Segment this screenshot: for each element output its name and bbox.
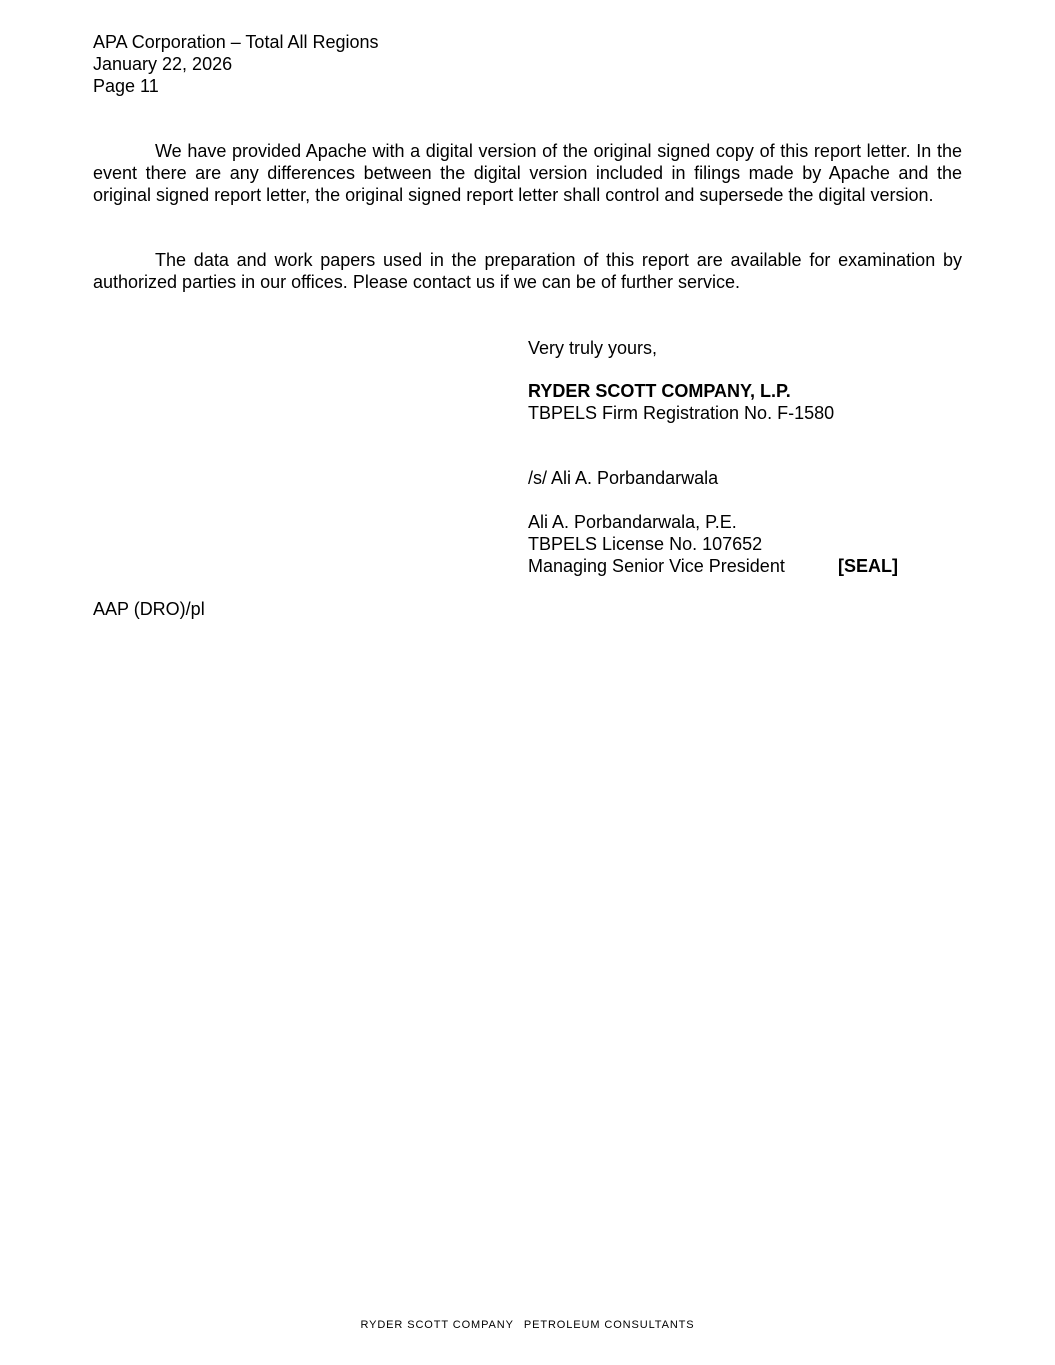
body-paragraph-1 (93, 140, 962, 206)
signer-name: Ali A. Porbandarwala, P.E. (528, 512, 737, 532)
firm-name: RYDER SCOTT COMPANY, L.P. (528, 381, 791, 401)
signer-block (528, 511, 785, 577)
signer-license: TBPELS License No. 107652 (528, 534, 763, 554)
signature-line: /s/ Ali A. Porbandarwala (528, 468, 719, 488)
footer-company: RYDER SCOTT COMPANY (360, 1319, 514, 1331)
body-paragraph-2 (93, 249, 962, 293)
signer-title: Managing Senior Vice President (528, 556, 785, 576)
reference-initials: AAP (DRO)/pl (93, 599, 205, 619)
firm-block (528, 380, 834, 424)
footer-descriptor: PETROLEUM CONSULTANTS (523, 1319, 695, 1331)
paragraph-1-text: We have provided Apache with a digital version of the original signed copy of this report letter. In the event there are any differences between the digital version included in filings made by Apache and the original signed report letter, the original signed report letter shall control and supersede the digital version. (93, 141, 962, 205)
page-header (93, 31, 379, 97)
firm-registration: TBPELS Firm Registration No. F-1580 (528, 403, 835, 423)
seal-placeholder: [SEAL] (838, 556, 898, 576)
page-footer (0, 1318, 1055, 1332)
header-company-line: APA Corporation – Total All Regions (93, 32, 379, 52)
header-date: January 22, 2026 (93, 54, 233, 74)
paragraph-2-text: The data and work papers used in the preparation of this report are available for examination by authorized parties in our offices. Please contact us if we can be of further service. (93, 250, 962, 292)
closing-salutation: Very truly yours, (528, 338, 658, 358)
header-page-number: Page 11 (93, 76, 159, 96)
